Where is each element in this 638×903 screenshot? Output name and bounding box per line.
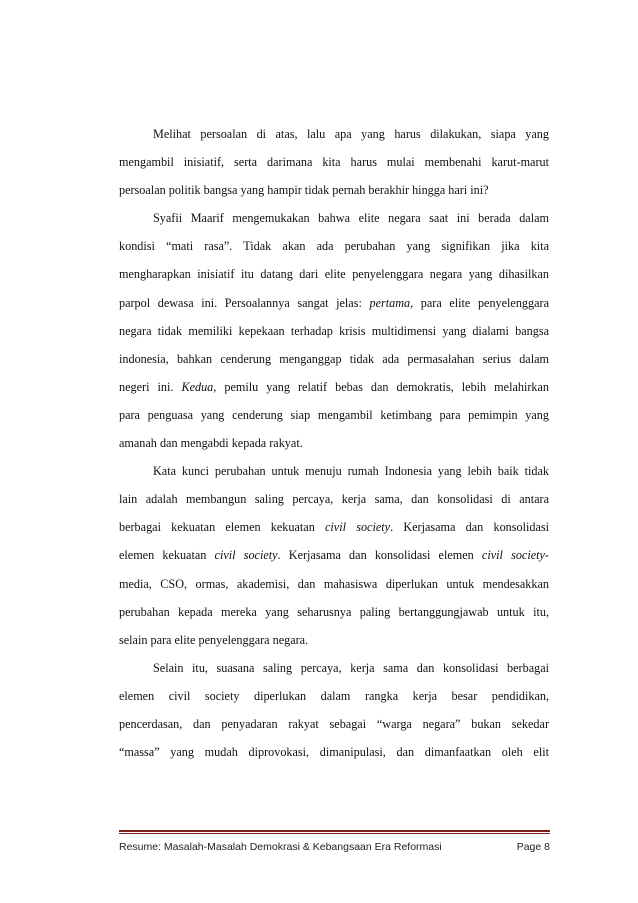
text-line: media, CSO, ormas, akademisi, dan mahasiswa diperlukan untuk mendesakkan bbox=[119, 576, 549, 591]
text-line: perubahan kepada mereka yang seharusnya paling bertanggungjawab untuk itu, bbox=[119, 604, 549, 619]
italic-term: Kedua bbox=[181, 379, 214, 394]
italic-term: civil society bbox=[481, 548, 545, 563]
italic-term: civil society bbox=[325, 520, 391, 535]
text-span: parpol dewasa ini. Persoalannya sangat jelas: bbox=[119, 295, 370, 310]
page-footer bbox=[119, 841, 550, 859]
italic-term: civil society bbox=[214, 548, 278, 563]
footer-rule-thin bbox=[119, 833, 550, 834]
text-line bbox=[119, 513, 549, 541]
text-line: Melihat persoalan di atas, lalu apa yang harus dilakukan, siapa yang bbox=[153, 127, 549, 141]
page-number: Page 8 bbox=[516, 841, 550, 853]
text-line: elemen civil society diperlukan dalam rangka kerja besar pendidikan, bbox=[119, 688, 549, 703]
text-line: negara tidak memiliki kepekaan terhadap krisis multidimensi yang dialami bangsa bbox=[119, 323, 549, 338]
text-line: persoalan politik bangsa yang hampir tidak pernah berakhir hingga hari ini? bbox=[119, 183, 489, 198]
text-line: indonesia, bahkan cenderung menganggap tidak ada permasalahan serius dalam bbox=[119, 351, 549, 366]
text-line: Syafii Maarif mengemukakan bahwa elite negara saat ini berada dalam bbox=[153, 211, 549, 226]
text-line: mengambil inisiatif, serta darimana kita harus mulai membenahi karut-marut bbox=[119, 155, 549, 170]
text-span: - bbox=[544, 548, 549, 563]
text-span: berbagai kekuatan elemen kekuatan bbox=[119, 520, 326, 535]
text-span: , para elite penyelenggara bbox=[410, 295, 549, 310]
text-line: pencerdasan, dan penyadaran rakyat sebagai “warga negara” bukan sekedar bbox=[119, 716, 549, 731]
text-span: negeri ini. bbox=[119, 379, 182, 394]
text-span: . Kerjasama dan konsolidasi elemen bbox=[277, 548, 482, 563]
footer-rule bbox=[119, 830, 550, 832]
text-span: elemen kekuatan bbox=[119, 548, 215, 563]
footer-title: Resume: Masalah-Masalah Demokrasi & Kebangsaan Era Reformasi bbox=[119, 841, 442, 853]
italic-term: pertama bbox=[369, 295, 411, 310]
body-text bbox=[119, 120, 549, 766]
text-line: Kata kunci perubahan untuk menuju rumah Indonesia yang lebih baik tidak bbox=[153, 464, 549, 479]
text-span: . Kerjasama dan konsolidasi bbox=[390, 520, 549, 535]
text-line: selain para elite penyelenggara negara. bbox=[119, 632, 309, 647]
text-span: , pemilu yang relatif bebas dan demokratis, lebih melahirkan bbox=[213, 379, 549, 394]
text-line bbox=[119, 541, 549, 569]
text-line: mengharapkan inisiatif itu datang dari elite penyelenggara negara yang dihasilkan bbox=[119, 267, 549, 282]
text-line: kondisi “mati rasa”. Tidak akan ada perubahan yang signifikan jika kita bbox=[119, 239, 549, 254]
text-line bbox=[119, 289, 549, 317]
text-line: “massa” yang mudah diprovokasi, dimanipulasi, dan dimanfaatkan oleh elit bbox=[119, 745, 549, 760]
text-line: Selain itu, suasana saling percaya, kerja sama dan konsolidasi berbagai bbox=[153, 660, 549, 675]
text-line: lain adalah membangun saling percaya, kerja sama, dan konsolidasi di antara bbox=[119, 492, 549, 507]
text-line: para penguasa yang cenderung siap mengambil ketimbang para pemimpin yang bbox=[119, 407, 549, 422]
text-line bbox=[119, 373, 549, 401]
text-line: amanah dan mengabdi kepada rakyat. bbox=[119, 436, 303, 451]
